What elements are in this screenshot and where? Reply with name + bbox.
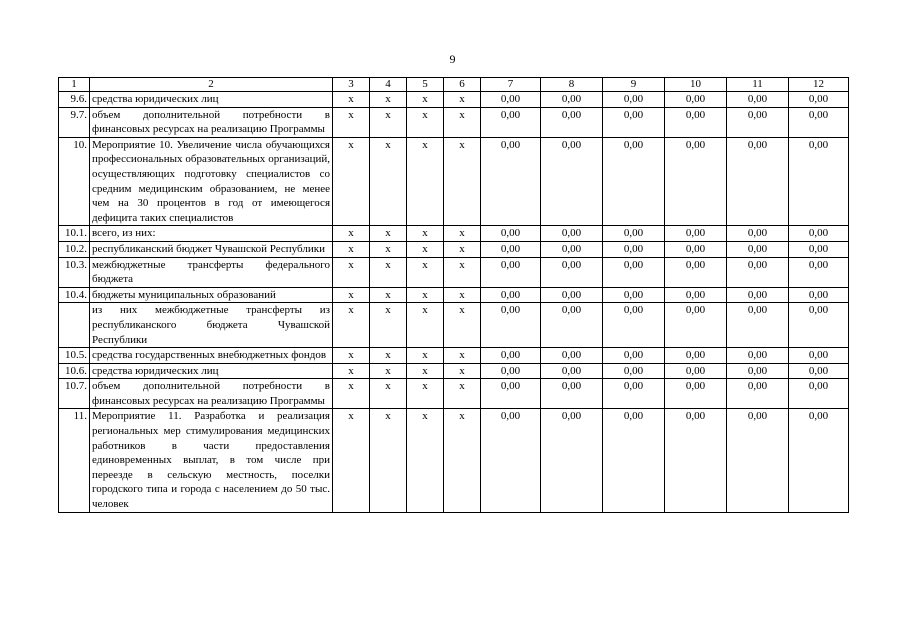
row-number: 10.2.: [59, 241, 90, 257]
table-row: [59, 137, 849, 226]
value-cell: 0,00: [481, 363, 541, 379]
value-cell: 0,00: [789, 226, 849, 242]
value-cell: 0,00: [727, 348, 789, 364]
value-cell: 0,00: [541, 348, 603, 364]
row-description: средства государственных внебюджетных фондов: [90, 348, 333, 364]
row-description: Мероприятие 11. Разработка и реализация региональных мер стимулирования медицинских работников в части предоставления единовременных выплат, в том числе при переезде в сельскую местность, поселки городского типа и города с населением до 50 тыс. человек: [90, 409, 333, 512]
x-cell: x: [370, 241, 407, 257]
value-cell: 0,00: [727, 409, 789, 512]
row-number: 10.1.: [59, 226, 90, 242]
column-header: 4: [370, 78, 407, 92]
x-cell: x: [407, 257, 444, 287]
value-cell: 0,00: [541, 137, 603, 226]
value-cell: 0,00: [727, 107, 789, 137]
x-cell: x: [370, 226, 407, 242]
column-header: 8: [541, 78, 603, 92]
value-cell: 0,00: [481, 303, 541, 348]
row-description: бюджеты муниципальных образований: [90, 287, 333, 303]
x-cell: x: [407, 409, 444, 512]
x-cell: x: [370, 409, 407, 512]
x-cell: x: [407, 92, 444, 108]
x-cell: x: [333, 409, 370, 512]
value-cell: 0,00: [665, 241, 727, 257]
x-cell: x: [370, 107, 407, 137]
x-cell: x: [407, 379, 444, 409]
row-description: объем дополнительной потребности в финансовых ресурсах на реализацию Программы: [90, 379, 333, 409]
value-cell: 0,00: [481, 379, 541, 409]
table-row: [59, 241, 849, 257]
value-cell: 0,00: [541, 379, 603, 409]
value-cell: 0,00: [727, 226, 789, 242]
value-cell: 0,00: [727, 363, 789, 379]
value-cell: 0,00: [541, 107, 603, 137]
x-cell: x: [370, 137, 407, 226]
value-cell: 0,00: [789, 107, 849, 137]
x-cell: x: [333, 107, 370, 137]
x-cell: x: [370, 257, 407, 287]
value-cell: 0,00: [603, 137, 665, 226]
x-cell: x: [333, 226, 370, 242]
value-cell: 0,00: [481, 92, 541, 108]
row-description: из них межбюджетные трансферты из республиканского бюджета Чувашской Республики: [90, 303, 333, 348]
column-header: 5: [407, 78, 444, 92]
row-description: объем дополнительной потребности в финансовых ресурсах на реализацию Программы: [90, 107, 333, 137]
value-cell: 0,00: [727, 257, 789, 287]
value-cell: 0,00: [541, 226, 603, 242]
page-number: 9: [449, 52, 456, 66]
value-cell: 0,00: [541, 287, 603, 303]
x-cell: x: [444, 348, 481, 364]
header-row: [59, 78, 849, 92]
value-cell: 0,00: [541, 92, 603, 108]
x-cell: x: [444, 107, 481, 137]
value-cell: 0,00: [665, 287, 727, 303]
x-cell: x: [370, 287, 407, 303]
value-cell: 0,00: [727, 137, 789, 226]
column-header: 3: [333, 78, 370, 92]
value-cell: 0,00: [727, 241, 789, 257]
value-cell: 0,00: [603, 379, 665, 409]
table-row: [59, 303, 849, 348]
value-cell: 0,00: [481, 107, 541, 137]
column-header: 10: [665, 78, 727, 92]
x-cell: x: [407, 348, 444, 364]
x-cell: x: [333, 257, 370, 287]
column-header: 7: [481, 78, 541, 92]
table-row: [59, 257, 849, 287]
value-cell: 0,00: [665, 303, 727, 348]
row-number: 9.6.: [59, 92, 90, 108]
x-cell: x: [407, 226, 444, 242]
value-cell: 0,00: [665, 348, 727, 364]
value-cell: 0,00: [541, 241, 603, 257]
column-header: 2: [90, 78, 333, 92]
x-cell: x: [370, 92, 407, 108]
value-cell: 0,00: [603, 92, 665, 108]
value-cell: 0,00: [665, 363, 727, 379]
value-cell: 0,00: [603, 241, 665, 257]
value-cell: 0,00: [727, 303, 789, 348]
x-cell: x: [333, 92, 370, 108]
x-cell: x: [333, 348, 370, 364]
x-cell: x: [444, 363, 481, 379]
value-cell: 0,00: [481, 257, 541, 287]
row-number: 10.: [59, 137, 90, 226]
row-number: 10.3.: [59, 257, 90, 287]
value-cell: 0,00: [481, 137, 541, 226]
x-cell: x: [444, 257, 481, 287]
value-cell: 0,00: [789, 241, 849, 257]
table-row: [59, 379, 849, 409]
x-cell: x: [444, 303, 481, 348]
budget-table: [58, 77, 849, 513]
x-cell: x: [444, 137, 481, 226]
row-description: республиканский бюджет Чувашской Республики: [90, 241, 333, 257]
table-row: [59, 348, 849, 364]
table-row: [59, 409, 849, 512]
x-cell: x: [407, 137, 444, 226]
value-cell: 0,00: [541, 409, 603, 512]
table-row: [59, 287, 849, 303]
table-row: [59, 226, 849, 242]
row-number: 10.7.: [59, 379, 90, 409]
x-cell: x: [333, 241, 370, 257]
column-header: 1: [59, 78, 90, 92]
table-row: [59, 107, 849, 137]
column-header: 6: [444, 78, 481, 92]
value-cell: 0,00: [603, 303, 665, 348]
value-cell: 0,00: [789, 379, 849, 409]
value-cell: 0,00: [727, 92, 789, 108]
value-cell: 0,00: [603, 226, 665, 242]
value-cell: 0,00: [665, 92, 727, 108]
value-cell: 0,00: [789, 363, 849, 379]
row-description: средства юридических лиц: [90, 363, 333, 379]
row-description: всего, из них:: [90, 226, 333, 242]
table-row: [59, 363, 849, 379]
value-cell: 0,00: [481, 409, 541, 512]
x-cell: x: [370, 379, 407, 409]
column-header: 11: [727, 78, 789, 92]
x-cell: x: [333, 287, 370, 303]
value-cell: 0,00: [481, 241, 541, 257]
row-description: Мероприятие 10. Увеличение числа обучающихся профессиональных образовательных организаций, осуществляющих подготовку специалистов со средним медицинским образованием, не менее чем на 30 процентов в год от имеющегося дефицита таких специалистов: [90, 137, 333, 226]
value-cell: 0,00: [541, 363, 603, 379]
x-cell: x: [333, 363, 370, 379]
value-cell: 0,00: [603, 363, 665, 379]
column-header: 12: [789, 78, 849, 92]
x-cell: x: [407, 303, 444, 348]
value-cell: 0,00: [665, 257, 727, 287]
x-cell: x: [444, 226, 481, 242]
row-number: 10.5.: [59, 348, 90, 364]
row-number: 10.6.: [59, 363, 90, 379]
value-cell: 0,00: [727, 287, 789, 303]
x-cell: x: [444, 287, 481, 303]
x-cell: x: [444, 379, 481, 409]
value-cell: 0,00: [789, 409, 849, 512]
value-cell: 0,00: [789, 257, 849, 287]
value-cell: 0,00: [603, 287, 665, 303]
row-number: 9.7.: [59, 107, 90, 137]
row-number: [59, 303, 90, 348]
x-cell: x: [370, 363, 407, 379]
value-cell: 0,00: [789, 348, 849, 364]
column-header: 9: [603, 78, 665, 92]
value-cell: 0,00: [481, 226, 541, 242]
row-description: средства юридических лиц: [90, 92, 333, 108]
value-cell: 0,00: [603, 257, 665, 287]
value-cell: 0,00: [665, 409, 727, 512]
value-cell: 0,00: [603, 107, 665, 137]
x-cell: x: [407, 241, 444, 257]
x-cell: x: [407, 107, 444, 137]
row-number: 11.: [59, 409, 90, 512]
value-cell: 0,00: [541, 257, 603, 287]
x-cell: x: [333, 303, 370, 348]
value-cell: 0,00: [603, 409, 665, 512]
value-cell: 0,00: [481, 287, 541, 303]
value-cell: 0,00: [789, 92, 849, 108]
x-cell: x: [370, 348, 407, 364]
value-cell: 0,00: [727, 379, 789, 409]
value-cell: 0,00: [789, 287, 849, 303]
x-cell: x: [407, 363, 444, 379]
x-cell: x: [333, 137, 370, 226]
value-cell: 0,00: [665, 107, 727, 137]
value-cell: 0,00: [481, 348, 541, 364]
x-cell: x: [444, 409, 481, 512]
x-cell: x: [370, 303, 407, 348]
value-cell: 0,00: [665, 379, 727, 409]
row-description: межбюджетные трансферты федерального бюджета: [90, 257, 333, 287]
value-cell: 0,00: [789, 303, 849, 348]
value-cell: 0,00: [603, 348, 665, 364]
value-cell: 0,00: [789, 137, 849, 226]
x-cell: x: [444, 92, 481, 108]
x-cell: x: [407, 287, 444, 303]
value-cell: 0,00: [541, 303, 603, 348]
value-cell: 0,00: [665, 226, 727, 242]
value-cell: 0,00: [665, 137, 727, 226]
x-cell: x: [333, 379, 370, 409]
x-cell: x: [444, 241, 481, 257]
row-number: 10.4.: [59, 287, 90, 303]
table-row: [59, 92, 849, 108]
